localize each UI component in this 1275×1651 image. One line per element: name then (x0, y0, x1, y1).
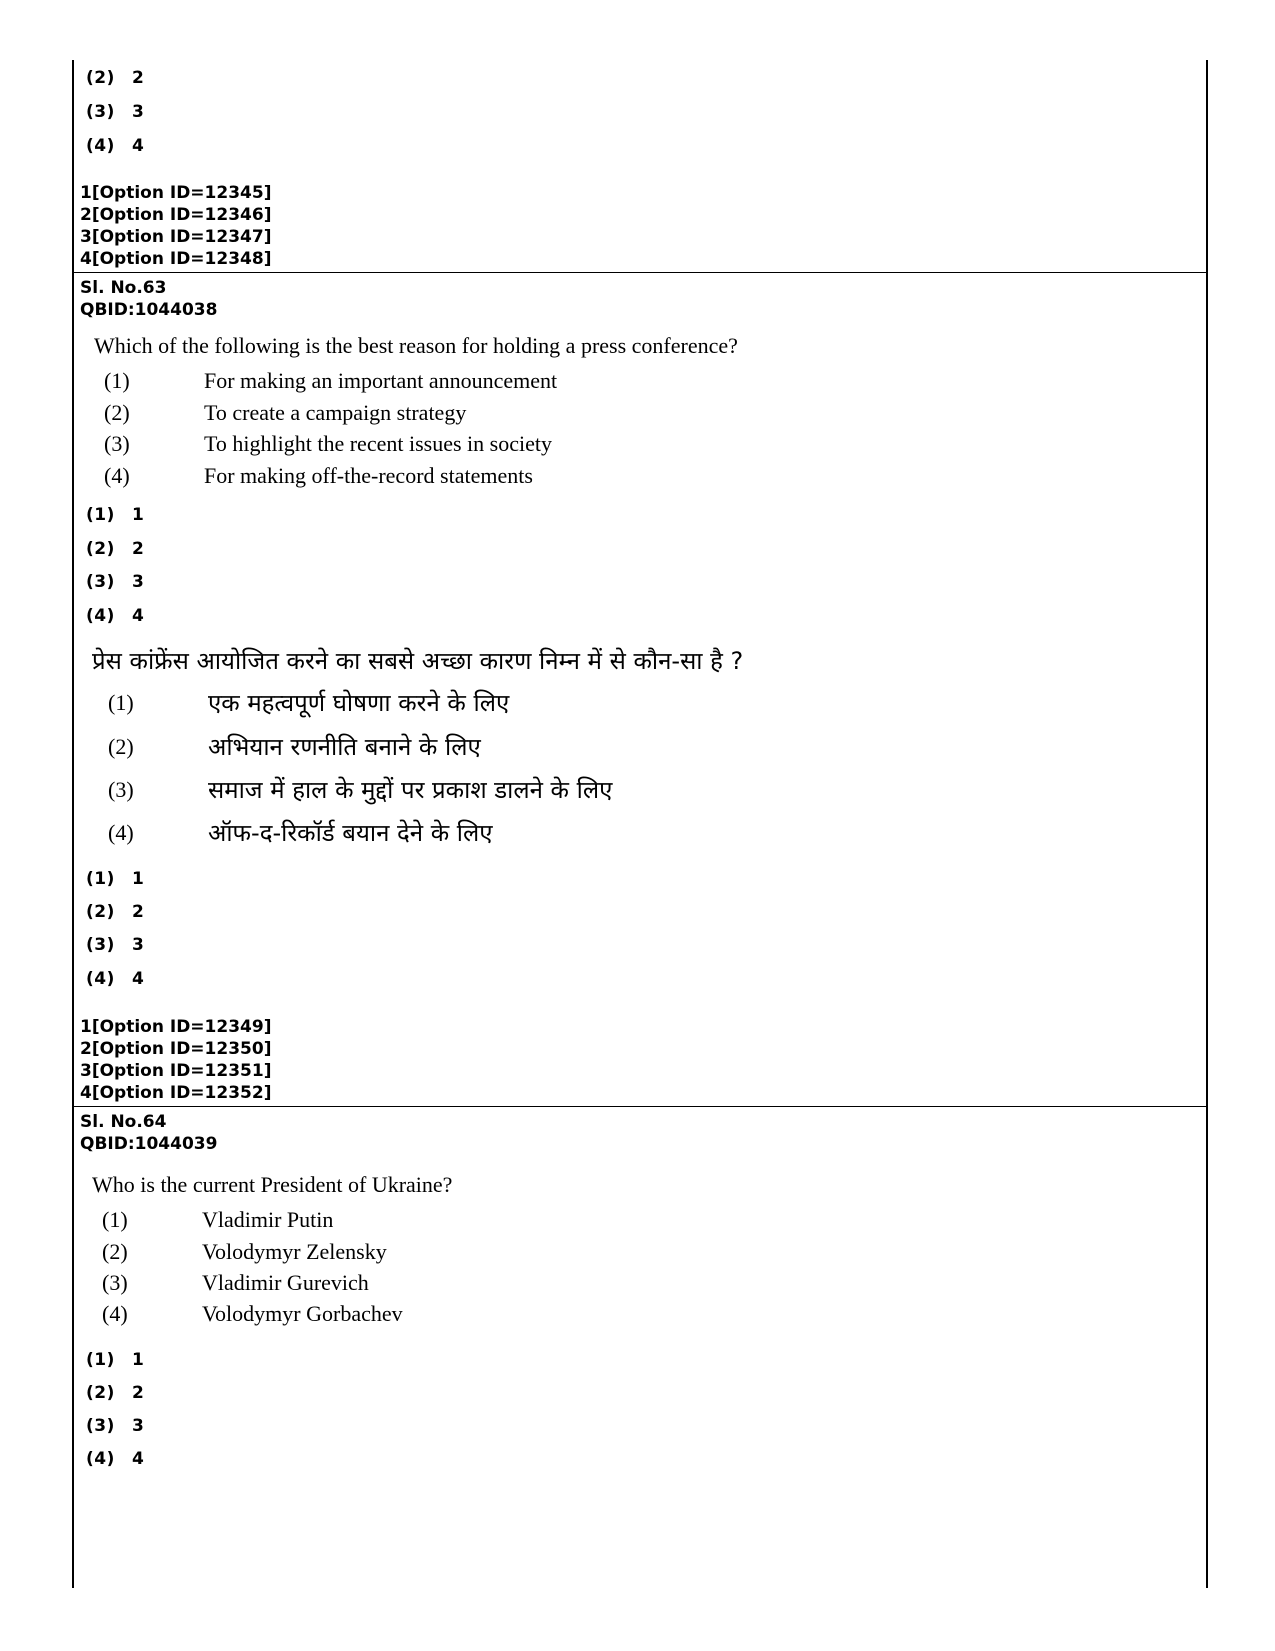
answer-choice[interactable]: (3) 3 (86, 1416, 145, 1436)
qbid: QBID:1044038 (80, 300, 218, 320)
option-id: 3[Option ID=12347] (80, 227, 272, 247)
option-id: 2[Option ID=12350] (80, 1039, 272, 1059)
option-id: 4[Option ID=12352] (80, 1083, 272, 1103)
option-id-list (80, 1016, 271, 1104)
answer-choice[interactable]: (1) 1 (86, 1350, 145, 1370)
answer-choice[interactable]: (4) 4 (86, 1449, 145, 1469)
question-text-en: Who is the current President of Ukraine? (92, 1172, 453, 1197)
answer-choice[interactable]: (2) 2 (86, 1383, 145, 1403)
answer-choice[interactable]: (2) 2 (86, 902, 145, 922)
option-id: 3[Option ID=12351] (80, 1061, 272, 1081)
answer-choice[interactable]: (2) 2 (86, 539, 145, 559)
answer-choice[interactable]: (2) 2 (86, 68, 145, 88)
option-id: 4[Option ID=12348] (80, 249, 272, 269)
qbid: QBID:1044039 (80, 1134, 218, 1154)
answer-choice[interactable]: (3) 3 (86, 572, 145, 592)
section-divider (72, 1106, 1208, 1107)
answer-choice[interactable]: (4) 4 (86, 136, 145, 156)
option-id: 1[Option ID=12349] (80, 1017, 272, 1037)
answer-choice[interactable]: (1) 1 (86, 505, 145, 525)
question-text-hi: प्रेस कांफ्रेंस आयोजित करने का सबसे अच्छा कारण निम्न में से कौन-सा है ? (92, 647, 744, 675)
option-id: 1[Option ID=12345] (80, 183, 272, 203)
option-id-list (80, 182, 271, 270)
serial-number: Sl. No.63 (80, 278, 167, 298)
section-divider (72, 272, 1208, 273)
answer-choice[interactable]: (4) 4 (86, 606, 145, 626)
option-id: 2[Option ID=12346] (80, 205, 272, 225)
answer-choice[interactable]: (3) 3 (86, 102, 145, 122)
question-meta (80, 1111, 217, 1155)
question-meta (80, 277, 217, 321)
answer-choice[interactable]: (3) 3 (86, 935, 145, 955)
serial-number: Sl. No.64 (80, 1112, 167, 1132)
answer-choice[interactable]: (1) 1 (86, 869, 145, 889)
answer-choice[interactable]: (4) 4 (86, 969, 145, 989)
question-text-en: Which of the following is the best reason for holding a press conference? (94, 333, 738, 358)
